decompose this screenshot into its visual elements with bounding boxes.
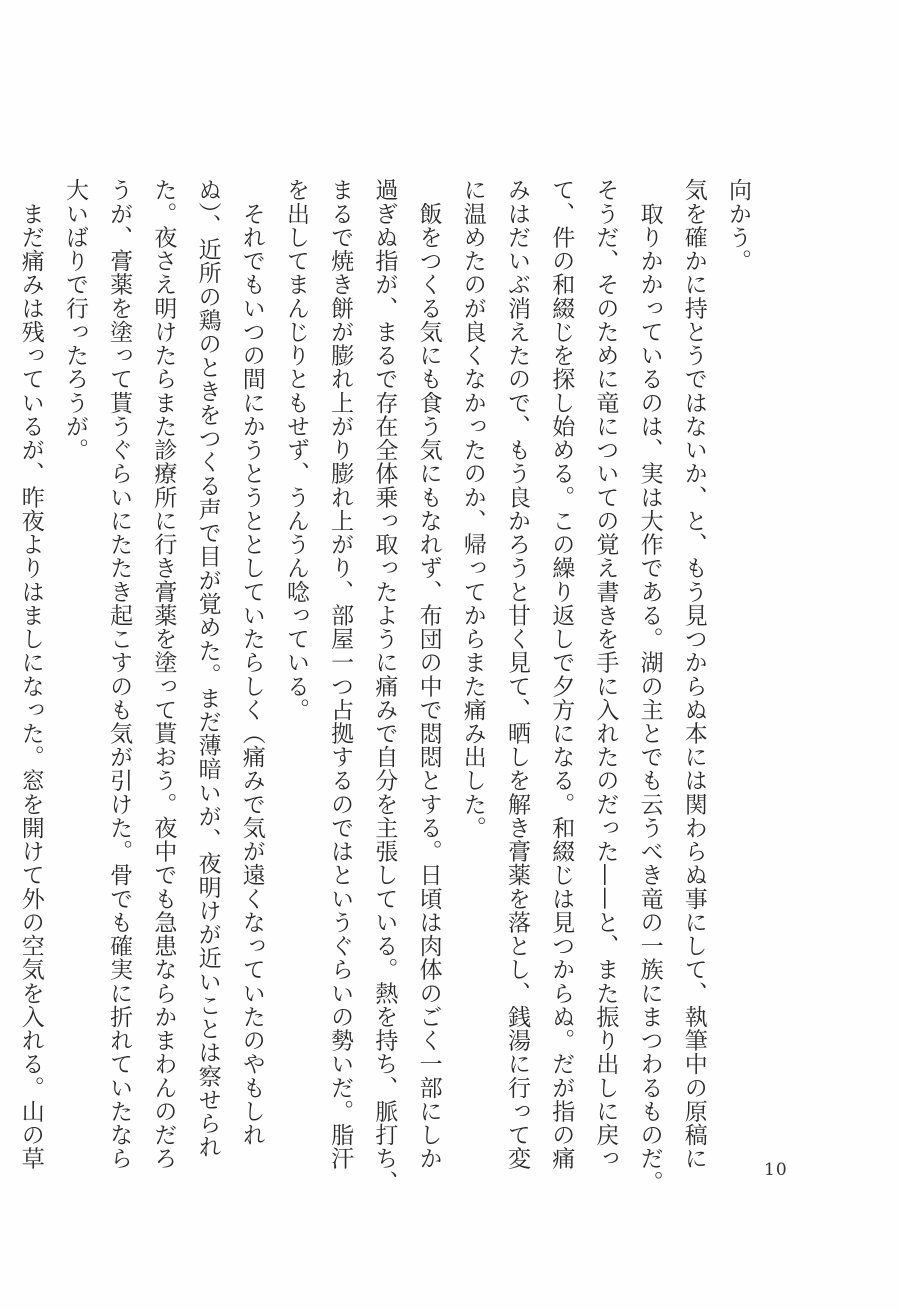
- vertical-text-body: [9, 178, 760, 1194]
- text-column-6: みはだいぶ消えたので、もう良かろうと甘く見て、晒しを解き膏薬を落とし、銭湯に行って変: [503, 178, 530, 1171]
- text-column-13: ぬ）、近所の鶏のときをつくる声で目が覚めた。まだ薄暗いが、夜明けが近いことは察せられ: [194, 178, 221, 1159]
- text-column-15: うが、膏薬を塗って貰うぐらいにたたき起こすのも気が引けた。骨でも確実に折れていたなら: [106, 178, 133, 1171]
- text-column-8: 飯をつくる気にも食う気にもなれず、布団の中で悶悶とする。日頃は肉体のごく一部にしか: [415, 178, 442, 1171]
- text-column-7: に温めたのが良くなかったのか、帰ってからまた痛み出した。: [459, 178, 486, 840]
- text-column-10: まるで焼き餅が膨れ上がり膨れ上がり、部屋一つ占拠するのではというぐらいの勢いだ。脂汗: [327, 178, 354, 1171]
- text-column-9: 過ぎぬ指が、まるで存在全体乗っ取ったように痛みで自分を主張している。熱を持ち、脈打ち、: [371, 178, 398, 1194]
- text-column-4: そうだ、そのために竜についての覚え書きを手に入れたのだった——と、また振り出しに戻っ: [592, 178, 619, 1171]
- text-column-2: 気を確かに持とうではないか、と、もう見つからぬ本には関わらぬ事にして、執筆中の原稿に: [680, 178, 707, 1171]
- text-column-5: て、件の和綴じを探し始める。この繰り返しで夕方になる。和綴じは見つからぬ。だが指の痛: [548, 178, 575, 1171]
- text-column-16: 大いばりで行ったろうが。: [61, 178, 88, 462]
- text-column-17: まだ痛みは残っているが、昨夜よりはましになった。窓を開けて外の空気を入れる。山の草: [17, 178, 44, 1171]
- text-column-3: 取りかかっているのは、実は大作である。湖の主とでも云うべき竜の一族にまつわるものだ。: [636, 178, 663, 1194]
- text-column-12: それでもいつの間にかうとうととしていたらしく（痛みで気が遠くなっていたのやもしれ: [238, 178, 265, 1147]
- text-column-1: 向かう。: [725, 178, 751, 273]
- page-number: 10: [764, 1160, 788, 1180]
- text-column-11: を出してまんじりともせず、うんうん唸っている。: [282, 178, 309, 722]
- text-column-14: た。夜さえ明けたらまた診療所に行き膏薬を塗って貰おう。夜中でも急患ならかまわんのだろ: [150, 178, 177, 1171]
